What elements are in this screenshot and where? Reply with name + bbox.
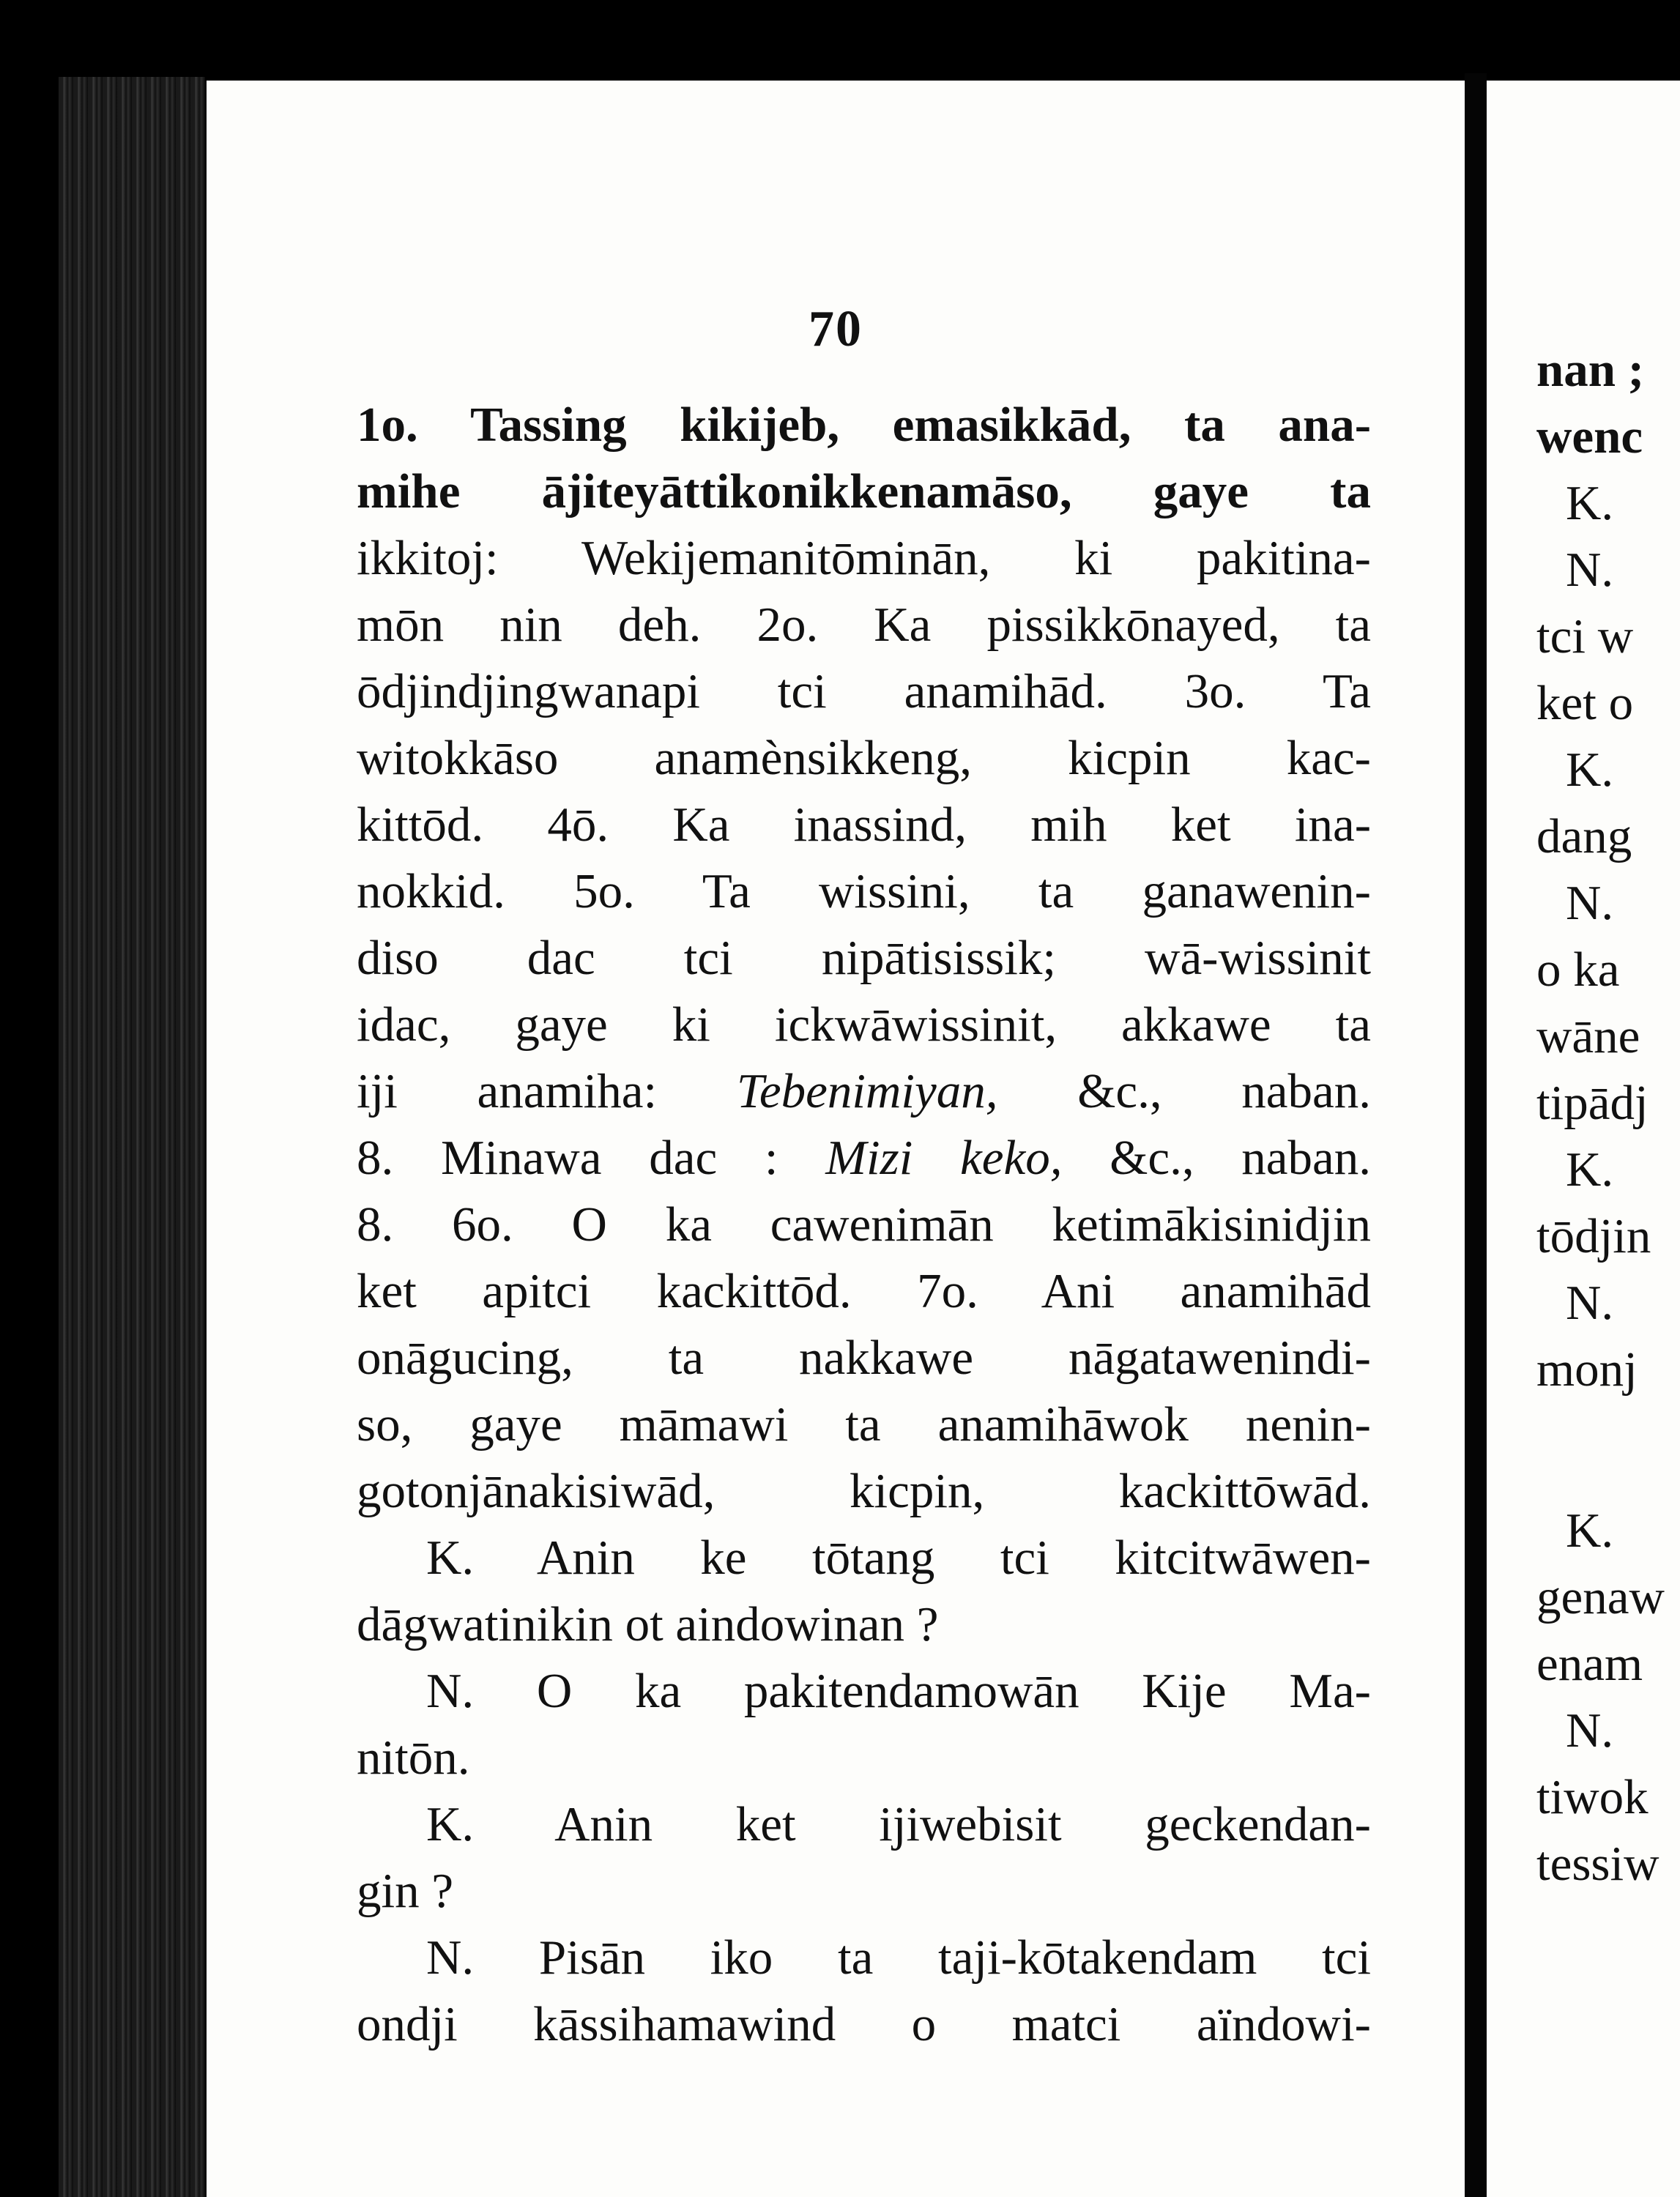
page-number: 70: [809, 301, 863, 357]
facing-text-fragment: dang: [1536, 809, 1632, 863]
facing-text-fragment: nan ;: [1536, 343, 1645, 397]
text-line: ket apitci kackittōd. 7o. Ani anamihād: [357, 1264, 1371, 1318]
text-line: 1o. Tassing kikijeb, emasikkād, ta ana-: [357, 398, 1371, 452]
text-line: K. Anin ket ijiwebisit geckendan-: [426, 1797, 1371, 1851]
facing-page-top-fragments: [1536, 337, 1680, 1403]
text-line: 8. Minawa dac : Mizi keko, &c., naban.: [357, 1131, 1372, 1185]
page-gutter: [1465, 73, 1487, 2197]
facing-text-fragment: wāne: [1536, 1009, 1640, 1063]
facing-text-fragment: tessiw: [1536, 1837, 1659, 1891]
text-line: gotonjānakisiwād, kicpin, kackittōwād.: [357, 1464, 1371, 1518]
text-line: kittōd. 4ō. Ka inassind, mih ket ina-: [357, 798, 1371, 852]
facing-text-fragment: monj: [1536, 1342, 1638, 1397]
text-line: N. O ka pakitendamowān Kije Ma-: [426, 1664, 1371, 1718]
facing-text-fragment: K.: [1566, 743, 1614, 797]
facing-text-fragment: K.: [1566, 1503, 1614, 1558]
text-line: ikkitoj: Wekijemanitōminān, ki pakitina-: [357, 531, 1371, 585]
text-line: mōn nin deh. 2o. Ka pissikkōnayed, ta: [357, 598, 1371, 652]
facing-text-fragment: tōdjin: [1536, 1209, 1651, 1263]
text-line: gin ?: [357, 1864, 454, 1918]
text-line: dāgwatinikin ot aindowinan ?: [357, 1597, 939, 1651]
facing-text-fragment: ket o: [1536, 676, 1634, 730]
text-line: 8. 6o. O ka cawenimān ketimākisinidjin: [357, 1197, 1371, 1252]
text-line: ōdjindjingwanapi tci anamihād. 3o. Ta: [357, 664, 1371, 718]
page-text-block: [357, 392, 1371, 2058]
text-line: diso dac tci nipātisissik; wā-wissinit: [357, 931, 1371, 985]
facing-text-fragment: K.: [1566, 1142, 1614, 1197]
facing-text-fragment: tipādj: [1536, 1076, 1649, 1130]
text-line: K. Anin ke tōtang tci kitcitwāwen-: [426, 1531, 1371, 1585]
facing-text-fragment: wenc: [1536, 409, 1643, 464]
facing-text-fragment: enam: [1536, 1637, 1643, 1691]
facing-text-fragment: genaw: [1536, 1570, 1665, 1624]
facing-page: [1487, 81, 1680, 2197]
text-line: nitōn.: [357, 1731, 470, 1785]
facing-text-fragment: tci w: [1536, 609, 1634, 663]
text-line: so, gaye māmawi ta anamihāwok nenin-: [357, 1397, 1371, 1451]
text-line: mihe ājiteyāttikonikkenamāso, gaye ta: [357, 464, 1371, 518]
text-line: N. Pisān iko ta taji-kōtakendam tci: [426, 1930, 1371, 1985]
facing-text-fragment: N.: [1566, 543, 1614, 597]
text-line: idac, gaye ki ickwāwissinit, akkawe ta: [357, 997, 1371, 1052]
left-page: [207, 81, 1465, 2197]
text-line: iji anamiha: Tebenimiyan, &c., naban.: [357, 1064, 1371, 1118]
text-line: ondji kāssihamawind o matci aïndowi-: [357, 1997, 1371, 2051]
facing-text-fragment: N.: [1566, 1703, 1614, 1758]
facing-text-fragment: K.: [1566, 476, 1614, 530]
facing-text-fragment: N.: [1566, 876, 1614, 930]
book-binding-edge: [59, 77, 205, 2197]
facing-text-fragment: tiwok: [1536, 1770, 1649, 1824]
facing-text-fragment: o ka: [1536, 943, 1620, 997]
facing-page-bottom-fragments: [1536, 1498, 1680, 1897]
text-line: nokkid. 5o. Ta wissini, ta ganawenin-: [357, 864, 1371, 918]
text-line: onāgucing, ta nakkawe nāgatawenindi-: [357, 1331, 1371, 1385]
text-line: witokkāso anamènsikkeng, kicpin kac-: [357, 731, 1371, 785]
facing-text-fragment: N.: [1566, 1276, 1614, 1330]
